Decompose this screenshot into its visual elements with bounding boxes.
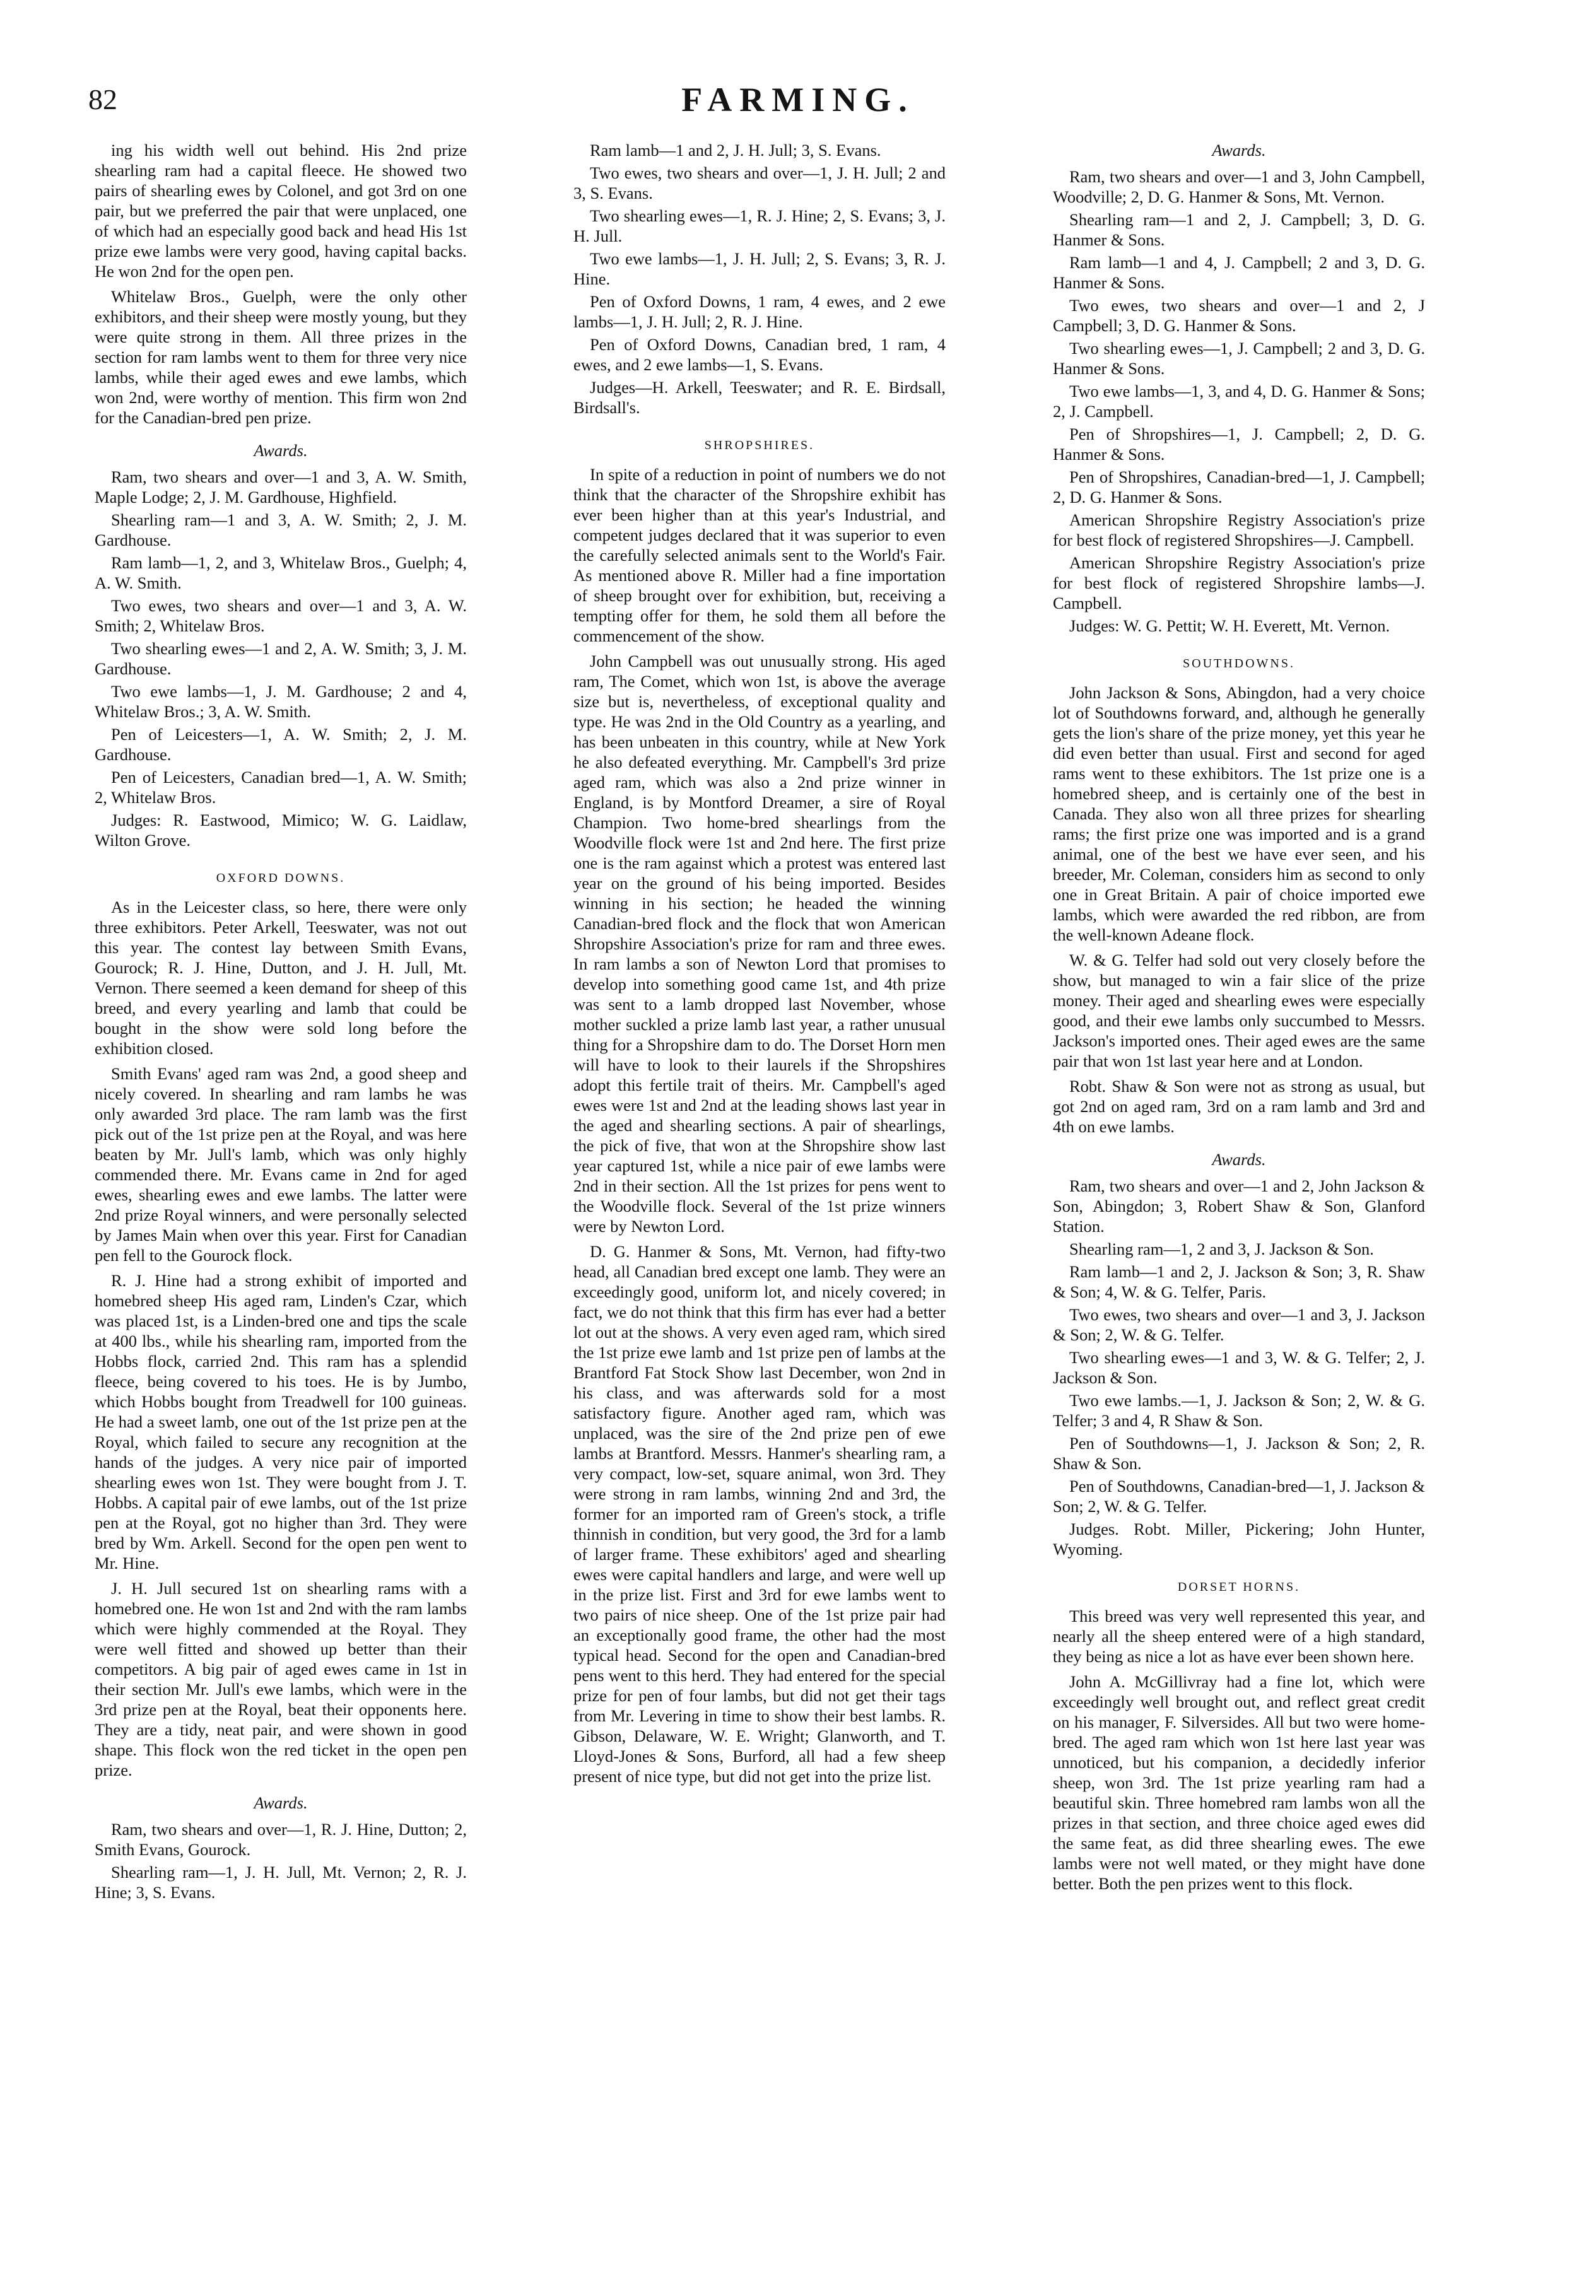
column-2 (573, 140, 946, 2215)
paragraph: This breed was very well represented this year, and nearly all the sheep entered were of a high standard, they being as nice a lot as have ever been shown here. (1053, 1607, 1425, 1666)
awards-heading: Awards. (1212, 141, 1266, 160)
award-entry: Two ewes, two shears and over—1 and 3, A. W. Smith; 2, Whitelaw Bros. (95, 596, 467, 635)
award-entry: Two shearling ewes—1 and 3, W. & G. Telfer; 2, J. Jackson & Son. (1053, 1348, 1425, 1387)
award-entry: Two ewe lambs—1, 3, and 4, D. G. Hanmer & Sons; 2, J. Campbell. (1053, 382, 1425, 421)
awards-heading: Awards. (1212, 1150, 1266, 1169)
paragraph: J. H. Jull secured 1st on shearling rams with a homebred one. He won 1st and 2nd with the ram lambs which were highly commended at the Royal. They were well fitted and showed up better than their competitors. A big pair of aged ewes came in 1st in their section Mr. Jull's ewe lambs, which were in the 3rd prize pen at the Royal, beat their opponents here. They are a tidy, neat pair, and were shown in good shape. This flock won the red ticket in the open pen prize. (95, 1579, 467, 1779)
paragraph: Robt. Shaw & Son were not as strong as usual, but got 2nd on aged ram, 3rd on a ram lamb and 3rd and 4th on ewe lambs. (1053, 1077, 1425, 1136)
award-entry: Ram lamb—1, 2, and 3, Whitelaw Bros., Guelph; 4, A. W. Smith. (95, 553, 467, 592)
award-entry: Two shearling ewes—1 and 2, A. W. Smith; 3, J. M. Gardhouse. (95, 639, 467, 678)
award-entry: Pen of Oxford Downs, Canadian bred, 1 ram, 4 ewes, and 2 ewe lambs—1, S. Evans. (573, 335, 946, 374)
page-title: FARMING. (681, 81, 915, 119)
section-heading-dorset-horns: DORSET HORNS. (1177, 1580, 1301, 1594)
award-entry: Ram, two shears and over—1 and 3, A. W. Smith, Maple Lodge; 2, J. M. Gardhouse, Highfield. (95, 467, 467, 507)
award-entry: Shearling ram—1 and 3, A. W. Smith; 2, J. M. Gardhouse. (95, 510, 467, 549)
column-3 (1053, 140, 1425, 2215)
award-entry: Ram lamb—1 and 2, J. Jackson & Son; 3, R. Shaw & Son; 4, W. & G. Telfer, Paris. (1053, 1262, 1425, 1301)
page-header (88, 81, 1508, 125)
section-heading-oxford-downs: OXFORD DOWNS. (216, 871, 346, 885)
paragraph: R. J. Hine had a strong exhibit of imported and homebred sheep His aged ram, Linden's Czar, which was placed 1st, is a Linden-bred one and tips the scale at 400 lbs., while his shearling ram, imported from the Hobbs flock, carried 2nd. This ram has a splendid fleece, being covered to his toes. He is by Jumbo, which Hobbs bought from Treadwell for 100 guineas. He had a sweet lamb, one out of the 1st prize pen at the Royal, which failed to secure any recognition at the hands of the judges. A very nice pair of imported shearling ewes won 1st. They were bought from J. T. Hobbs. A capital pair of ewe lambs, out of the 1st prize pen at the Royal, got no higher than 3rd. They were bred by Wm. Arkell. Second for the open pen went to Mr. Hine. (95, 1271, 467, 1573)
award-entry: Pen of Leicesters, Canadian bred—1, A. W. Smith; 2, Whitelaw Bros. (95, 768, 467, 807)
award-entry: Two shearling ewes—1, R. J. Hine; 2, S. Evans; 3, J. H. Jull. (573, 206, 946, 245)
award-entry: Judges. Robt. Miller, Pickering; John Hunter, Wyoming. (1053, 1520, 1425, 1559)
award-entry: Two shearling ewes—1, J. Campbell; 2 and 3, D. G. Hanmer & Sons. (1053, 339, 1425, 378)
award-entry: Two ewe lambs.—1, J. Jackson & Son; 2, W. & G. Telfer; 3 and 4, R Shaw & Son. (1053, 1391, 1425, 1430)
award-entry: Two ewes, two shears and over—1 and 2, J Campbell; 3, D. G. Hanmer & Sons. (1053, 296, 1425, 335)
award-entry: Two ewe lambs—1, J. M. Gardhouse; 2 and 4, Whitelaw Bros.; 3, A. W. Smith. (95, 682, 467, 721)
award-entry: Ram lamb—1 and 2, J. H. Jull; 3, S. Evans. (590, 141, 881, 160)
paragraph: As in the Leicester class, so here, there were only three exhibitors. Peter Arkell, Teeswater, was not out this year. The contest lay between Smith Evans, Gourock; R. J. Hine, Dutton, and J. H. Jull, Mt. Vernon. There seemed a keen demand for sheep of this breed, and every yearling and lamb that could be bought in the show were sold long before the exhibition closed. (95, 898, 467, 1058)
column-1 (95, 140, 467, 2215)
awards-heading: Awards. (254, 441, 308, 460)
page-number: 82 (88, 83, 117, 115)
award-entry: Two ewes, two shears and over—1, J. H. Jull; 2 and 3, S. Evans. (573, 163, 946, 202)
award-entry: Ram, two shears and over—1, R. J. Hine, Dutton; 2, Smith Evans, Gourock. (95, 1820, 467, 1859)
paragraph: In spite of a reduction in point of numbers we do not think that the character of the Shropshire exhibit has ever been higher than at this year's Industrial, and competent judges declared that it was superior to even the carefully selected animals sent to the World's Fair. As mentioned above R. Miller had a fine importation of sheep brought over for exhibition, but, receiving a tempting offer for them, he sold them all before the commencement of the show. (573, 465, 946, 645)
paragraph: W. & G. Telfer had sold out very closely before the show, but managed to win a fair slice of the prize money. Their aged and shearling ewes were especially good, and their ewe lambs only succumbed to Messrs. Jackson's imported ones. Their aged ewes are the same pair that won 1st last year here and at London. (1053, 951, 1425, 1070)
award-entry: Pen of Southdowns, Canadian-bred—1, J. Jackson & Son; 2, W. & G. Telfer. (1053, 1477, 1425, 1516)
award-entry: Judges: W. G. Pettit; W. H. Everett, Mt. Vernon. (1069, 616, 1390, 635)
award-entry: Two ewes, two shears and over—1 and 3, J. Jackson & Son; 2, W. & G. Telfer. (1053, 1305, 1425, 1344)
award-entry: Pen of Oxford Downs, 1 ram, 4 ewes, and 2 ewe lambs—1, J. H. Jull; 2, R. J. Hine. (573, 292, 946, 331)
section-heading-shropshires: SHROPSHIRES. (704, 438, 815, 452)
award-entry: Pen of Leicesters—1, A. W. Smith; 2, J. M. Gardhouse. (95, 725, 467, 764)
paragraph: John Campbell was out unusually strong. His aged ram, The Comet, which won 1st, is above the average size but is, nevertheless, of exceptional quality and type. He was 2nd in the Old Country as a yearling, and has been unbeaten in this country, while at New York he also defeated everything. Mr. Campbell's 3rd prize aged ram, which was also a 2nd prize winner in England, is by Montford Dreamer, a sire of Royal Champion. Two home-bred shearlings from the Woodville flock were 1st and 2nd here. The first prize one is the ram against which a protest was entered last year on the ground of his being imported. Besides winning in his section; he headed the winning Canadian-bred flock and the flock that won American Shropshire Association's prize for ram and three ewes. In ram lambs a son of Newton Lord that promises to develop into something good came 1st, and 4th prize was sent to a lamb dropped last November, whose mother suckled a prize lamb last year, a rather unusual thing for a Shropshire dam to do. The Dorset Horn men will have to look to their laurels if the Shropshires adopt this fertile trait of theirs. Mr. Campbell's aged ewes were 1st and 2nd at the leading shows last year in the aged and shearling sections. A pair of shearlings, the pick of five, that won at the Shropshire show last year captured 1st, while a nice pair of ewe lambs were 2nd in their section. All the 1st prizes for pens went to the Woodville flock. Several of the 1st prize winners were by Newton Lord. (573, 652, 946, 1236)
award-entry: Shearling ram—1 and 2, J. Campbell; 3, D. G. Hanmer & Sons. (1053, 210, 1425, 249)
paragraph: John Jackson & Sons, Abingdon, had a very choice lot of Southdowns forward, and, although he generally gets the lion's share of the prize money, yet this year he did even better than usual. First and second for aged rams went to these exhibitors. The 1st prize one is a homebred sheep, and is certainly one of the best in Canada. They also won all three prizes for shearling rams; the first prize one was imported and is a grand animal, one of the best we have ever seen, and his breeder, Mr. Coleman, considers him as second to only one in Great Britain. A pair of choice imported ewe lambs, which were awarded the red ribbon, are from the well-known Adeane flock. (1053, 683, 1425, 944)
paragraph: Whitelaw Bros., Guelph, were the only other exhibitors, and their sheep were mostly young, but they were quite strong in them. All three prizes in the section for ram lambs went to them for three very nice lambs, while their aged ewes and ewe lambs, which won 2nd, were worthy of mention. This firm won 2nd for the Canadian-bred pen prize. (95, 287, 467, 427)
section-heading-southdowns: SOUTHDOWNS. (1183, 657, 1295, 671)
award-entry: Two ewe lambs—1, J. H. Jull; 2, S. Evans; 3, R. J. Hine. (573, 249, 946, 288)
paragraph: Smith Evans' aged ram was 2nd, a good sheep and nicely covered. In shearling and ram lambs he was only awarded 3rd place. The ram lamb was the first pick out of the 1st prize pen at the Royal, and was here beaten by Mr. Jull's lamb, which was only highly commended there. Mr. Evans came in 2nd for aged ewes, shearling ewes and ewe lambs. The latter were 2nd prize Royal winners, and were personally selected by James Main when over this year. First for Canadian pen fell to the Gourock flock. (95, 1064, 467, 1265)
award-entry: Pen of Shropshires, Canadian-bred—1, J. Campbell; 2, D. G. Hanmer & Sons. (1053, 467, 1425, 507)
award-entry: Ram lamb—1 and 4, J. Campbell; 2 and 3, D. G. Hanmer & Sons. (1053, 253, 1425, 292)
paragraph: D. G. Hanmer & Sons, Mt. Vernon, had fifty-two head, all Canadian bred except one lamb. They were an exceedingly good, uniform lot, and nicely covered; in fact, we do not think that this firm has ever had a better lot out at the shows. A very even aged ram, which sired the 1st prize ewe lamb and 1st prize pen of lambs at the Brantford Fat Stock Show last December, won 2nd in his class, and was afterwards sold for a most satisfactory figure. Another aged ram, which was unplaced, was the sire of the 2nd prize pen of ewe lambs at Brantford. Messrs. Hanmer's shearling ram, a very compact, low-set, square animal, won 3rd. They were strong in ram lambs, winning 2nd and 3rd, the former for an imported ram of Green's stock, a trifle thinnish in condition, but very good, the 3rd for a lamb of larger frame. These exhibitors' aged and shearling ewes were capital handlers and large, and were well up in the prize list. First and 3rd for ewe lambs went to two pairs of nice sheep. One of the 1st prize pair had an exceptionally good frame, the other had the most typical head. Second for the open and Canadian-bred pens went to this herd. They had entered for the special prize for pen of four lambs, but did not get their tags from Mr. Levering in time to show their best lambs. R. Gibson, Delaware, W. E. Wright; Glanworth, and T. Lloyd-Jones & Sons, Burford, all had a few sheep present of nice type, but did not get into the prize list. (573, 1242, 946, 1786)
award-entry: Judges: R. Eastwood, Mimico; W. G. Laidlaw, Wilton Grove. (95, 811, 467, 850)
award-entry: Ram, two shears and over—1 and 2, John Jackson & Son, Abingdon; 3, Robert Shaw & Son, Glanford Station. (1053, 1176, 1425, 1236)
award-entry: Judges—H. Arkell, Teeswater; and R. E. Birdsall, Birdsall's. (573, 378, 946, 417)
paragraph: John A. McGillivray had a fine lot, which were exceedingly well brought out, and reflect great credit on his manager, F. Silversides. All but two were home-bred. The aged ram which won 1st here last year was unnoticed, but his companion, a decidedly inferior sheep, won 3rd. The 1st prize yearling ram had a beautiful skin. Three homebred ram lambs won all the prizes in that section, and three choice aged ewes did the same feat, as did three shearling ewes. The ewe lambs were not well mated, or they might have done better. Both the pen prizes went to this flock. (1053, 1672, 1425, 1893)
award-entry: Shearling ram—1, J. H. Jull, Mt. Vernon; 2, R. J. Hine; 3, S. Evans. (95, 1863, 467, 1902)
paragraph: ing his width well out behind. His 2nd prize shearling ram had a capital fleece. He showed two pairs of shearling ewes by Colonel, and got 3rd on one pair, but we preferred the pair that were unplaced, one of which had an especially good back and head His 1st prize ewe lambs were very good, having capital backs. He won 2nd for the open pen. (95, 141, 467, 281)
awards-heading: Awards. (254, 1793, 308, 1812)
award-entry: Ram, two shears and over—1 and 3, John Campbell, Woodville; 2, D. G. Hanmer & Sons, Mt. Vernon. (1053, 167, 1425, 206)
award-entry: Pen of Shropshires—1, J. Campbell; 2, D. G. Hanmer & Sons. (1053, 425, 1425, 464)
award-entry: American Shropshire Registry Association's prize for best flock of registered Shropshires—J. Campbell. (1053, 510, 1425, 549)
award-entry: Shearling ram—1, 2 and 3, J. Jackson & Son. (1069, 1239, 1374, 1258)
award-entry: American Shropshire Registry Association's prize for best flock of registered Shropshire lambs—J. Campbell. (1053, 553, 1425, 612)
award-entry: Pen of Southdowns—1, J. Jackson & Son; 2, R. Shaw & Son. (1053, 1434, 1425, 1473)
